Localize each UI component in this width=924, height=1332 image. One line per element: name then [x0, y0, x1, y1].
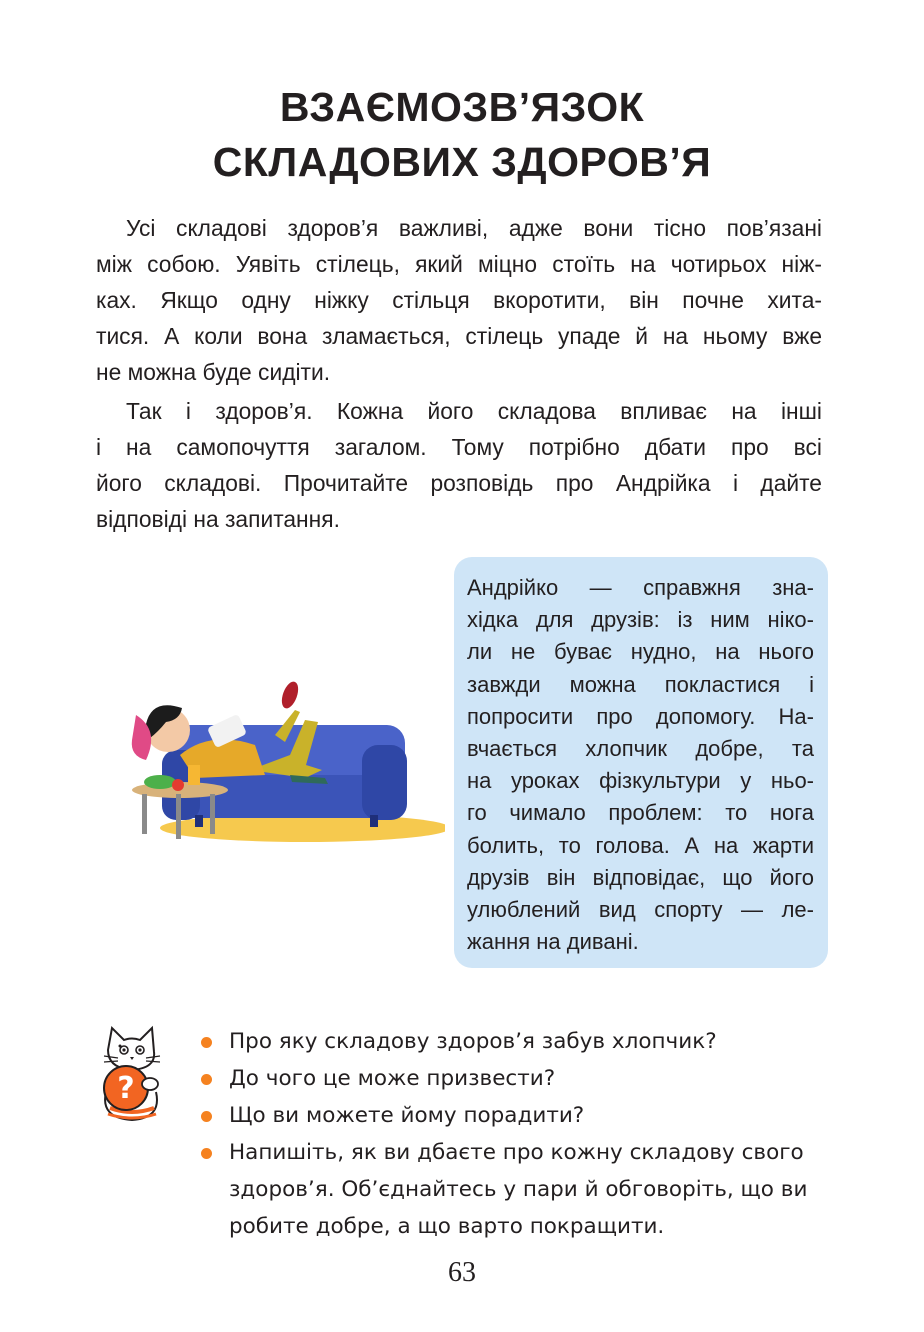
- boy-lying-on-sofa-illustration: [100, 660, 445, 845]
- question-text: Що ви можете йому порадити?: [229, 1103, 585, 1128]
- paragraph-line: і на самопочуття загалом. Тому потрібно дбати про всі: [96, 434, 822, 460]
- story-line: болить, то голова. А на жарти: [467, 832, 814, 858]
- list-item: [196, 1023, 836, 1060]
- paragraph-line: тися. А коли вона зламається, стілець упаде й на ньому вже: [96, 323, 822, 349]
- list-item: [196, 1134, 836, 1245]
- bullet-icon: [201, 1148, 212, 1159]
- question-mark: ?: [117, 1071, 135, 1106]
- story-line: друзів він відповідає, що його: [467, 864, 814, 890]
- paragraph-line: ках. Якщо одну ніжку стільця вкоротити, він почне хита-: [96, 287, 822, 313]
- story-line: ли не буває нудно, на нього: [467, 639, 814, 665]
- list-item: [196, 1060, 836, 1097]
- story-line: го чимало проблем: то нога: [467, 800, 814, 826]
- story-line: завжди можна покластися і: [467, 671, 814, 697]
- intro-paragraph: [96, 210, 822, 390]
- title-line-2: СКЛАДОВИХ ЗДОРОВ’Я: [212, 139, 712, 185]
- bullet-icon: [201, 1037, 212, 1048]
- story-box: [454, 557, 828, 968]
- cat-with-question-badge-icon: [96, 1022, 166, 1122]
- paragraph-line: його складові. Прочитайте розповідь про Андрійка і дайте: [96, 470, 822, 496]
- story-line: Андрійко — справжня зна-: [467, 575, 814, 600]
- question-text: Напишіть, як ви дбаєте про кожну складову свого: [229, 1140, 804, 1165]
- story-line: хідка для друзів: із ним ніко-: [467, 607, 814, 633]
- paragraph-line: не можна буде сидіти.: [96, 359, 331, 385]
- story-line: попросити про допомогу. На-: [467, 703, 814, 729]
- bullet-icon: [201, 1074, 212, 1085]
- sofa-arm-right: [362, 745, 407, 820]
- paragraph-line: Так і здоров’я. Кожна його складова впливає на інші: [126, 398, 822, 424]
- paragraph-line: між собою. Уявіть стілець, який міцно стоїть на чотирьох ніж-: [96, 251, 822, 277]
- page-title: [0, 80, 924, 190]
- story-line: жання на дивані.: [467, 929, 639, 955]
- list-item: [196, 1097, 836, 1134]
- question-text: здоров’я. Об’єднайтесь у пари й обговоріть, що ви: [229, 1177, 808, 1202]
- bullet-icon: [201, 1111, 212, 1122]
- title-line-1: ВЗАЄМОЗВ’ЯЗОК: [279, 84, 645, 130]
- question-text: До чого це може призвести?: [229, 1066, 556, 1091]
- question-list: [196, 1023, 836, 1245]
- story-line: улюблений вид спорту — ле-: [467, 897, 814, 923]
- instruction-paragraph: [96, 393, 822, 537]
- page-number: 63: [448, 1257, 476, 1288]
- paragraph-line: Усі складові здоров’я важливі, адже вони тісно пов’язані: [126, 215, 822, 241]
- story-line: вчається хлопчик добре, та: [467, 736, 814, 762]
- question-text: Про яку складову здоров’я забув хлопчик?: [229, 1029, 717, 1054]
- story-line: на уроках фізкультури у ньо-: [467, 768, 814, 794]
- question-text: робите добре, а що варто покращити.: [229, 1214, 665, 1239]
- paragraph-line: відповіді на запитання.: [96, 506, 340, 532]
